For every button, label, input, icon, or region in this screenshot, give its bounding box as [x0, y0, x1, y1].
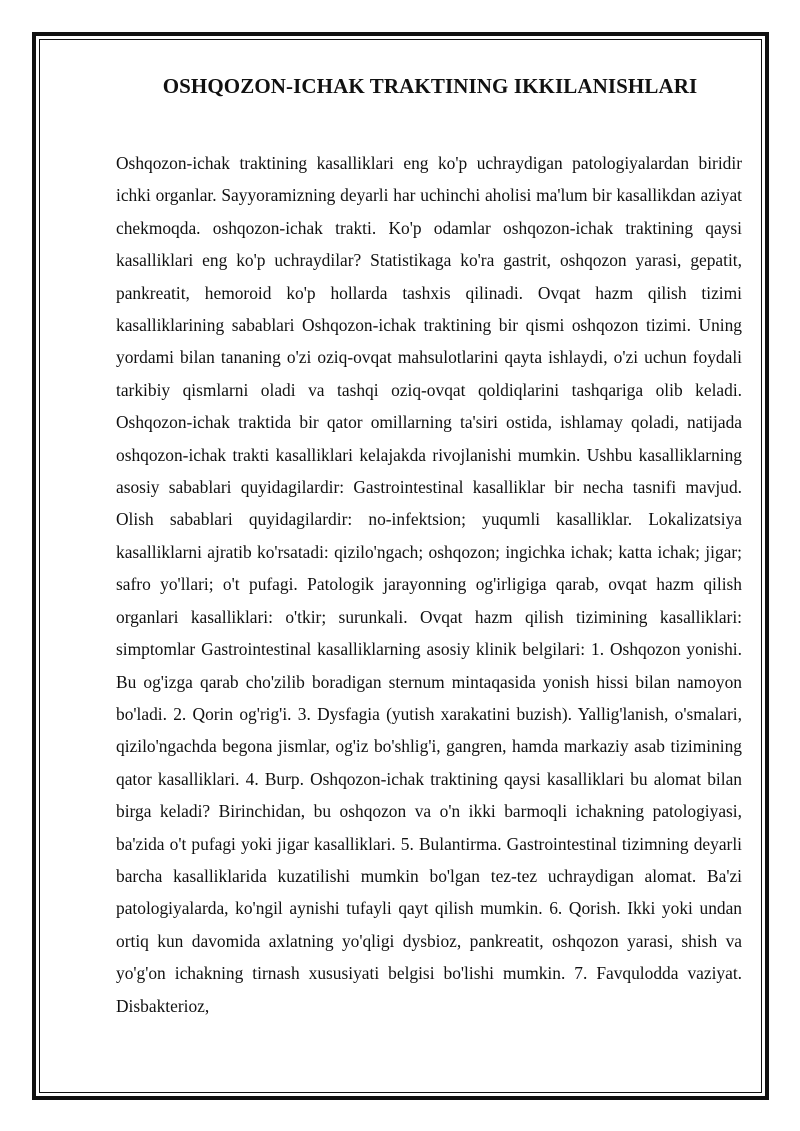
body-text [116, 147, 742, 1022]
document-title: OSHQOZON-ICHAK TRAKTINING IKKILANISHLARI [162, 74, 698, 98]
body-paragraph: Oshqozon-ichak traktining kasalliklari eng ko'p uchraydigan patologiyalardan biridir ichki organlar. Sayyoramizning deyarli har uchinchi aholisi ma'lum bir kasallikdan aziyat chekmoqda. oshqozon-ichak trakti. Ko'p odamlar oshqozon-ichak traktining qaysi kasalliklari eng ko'p uchraydilar? Statistikaga ko'ra gastrit, oshqozon yarasi, gepatit, pankreatit, hemoroid ko'p hollarda tashxis qilinadi. Ovqat hazm qilish tizimi kasalliklarining sabablari Oshqozon-ichak traktining bir qismi oshqozon tizimi. Uning yordami bilan tananing o'zi oziq-ovqat mahsulotlarini qayta ishlaydi, o'zi uchun foydali tarkibiy qismlarni oladi va tashqi oziq-ovqat qoldiqlarini tashqariga olib keladi. Oshqozon-ichak traktida bir qator omillarning ta'siri ostida, ishlamay qoladi, natijada oshqozon-ichak trakti kasalliklari kelajakda rivojlanishi mumkin. Ushbu kasalliklarning asosiy sabablari quyidagilardir: Gastrointestinal kasalliklar bir necha tasnifi mavjud. Olish sabablari quyidagilardir: no-infektsion; yuqumli kasalliklar. Lokalizatsiya kasalliklarni ajratib ko'rsatadi: qizilo'ngach; oshqozon; ingichka ichak; katta ichak; jigar; safro yo'llari; o't pufagi. Patologik jarayonning og'irligiga qarab, ovqat hazm qilish organlari kasalliklari: o'tkir; surunkali. Ovqat hazm qilish tizimining kasalliklari: simptomlar Gastrointestinal kasalliklarning asosiy klinik belgilari: 1. Oshqozon yonishi. Bu og'izga qarab cho'zilib boradigan sternum mintaqasida yonish hissi bilan namoyon bo'ladi. 2. Qorin og'rig'i. 3. Dysfagia (yutish xarakatini buzish). Yallig'lanish, o'smalari, qizilo'ngachda begona jismlar, og'iz bo'shlig'i, gangren, hamda markaziy asab tizimining qator kasalliklari. 4. Burp. Oshqozon-ichak traktining qaysi kasalliklari bu alomat bilan birga keladi? Birinchidan, bu oshqozon va o'n ikki barmoqli ichakning patologiyasi, ba'zida o't pufagi yoki jigar kasalliklari. 5. Bulantirma. Gastrointestinal tizimning deyarli barcha kasalliklarida kuzatilishi mumkin bo'lgan tez-tez uchraydigan alomat. Ba'zi patologiyalarda, ko'ngil aynishi tufayli qayt qilish mumkin. 6. Qorish. Ikki yoki undan ortiq kun davomida axlatning yo'qligi dysbioz, pankreatit, oshqozon yarasi, shish va yo'g'on ichakning tirnash xususiyati belgisi bo'lishi mumkin. 7. Favqulodda vaziyat. Disbakterioz, [116, 153, 742, 1016]
